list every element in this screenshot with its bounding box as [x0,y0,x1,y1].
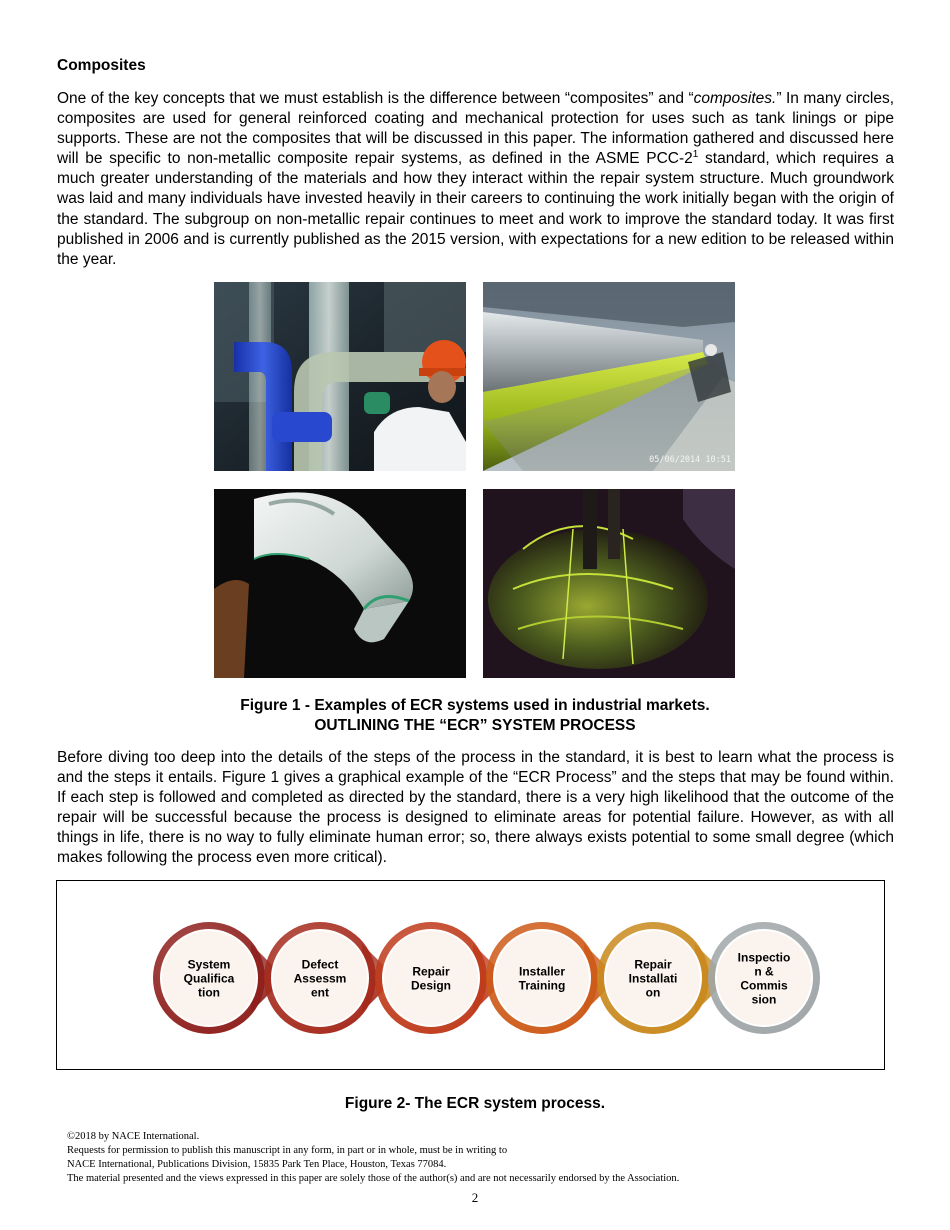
paragraph-text: ” In many circles, composites are used for general reinforced coating and mechanical protection for uses such as tank linings or pipe supports. These are not the composites that will be discussed in this paper. The information gathered and discussed here will be specific to non-metallic composite repair systems, as defined in the ASME PCC-2 [57,90,895,168]
page-number: 2 [471,1190,479,1205]
paragraph-ecr-process: Before diving too deep into the details of the steps of the process in the standard, it is best to learn what the process is and the steps it entails. Figure 1 gives a graphical example of the “ECR Process” and the steps that may be found within. If each step is followed and completed as directed by the standard, there is a very high likelihood that the outcome of the repair will be successful because the process is designed to eliminate areas for potential failure. However, as with all things in life, there is no way to fully eliminate human error; so, there always exists potential to some small degree (which makes following the process even more critical). [57,749,894,867]
process-step-label: Repair [634,957,672,972]
process-step-label: ent [311,985,329,1000]
process-step-label: Commis [740,978,788,993]
photo-blue-wrapped-pipes [214,282,466,471]
process-step-label: tion [198,985,220,1000]
process-step-label: n & [754,964,774,979]
photo-timestamp: 05/06/2014 10:51 [649,455,731,465]
footer-copyright: ©2018 by NACE International. [67,1131,200,1142]
photo-pipeline-green-wrap [483,282,735,471]
footer-notice [67,1130,679,1186]
section-heading-ecr-process: OUTLINING THE “ECR” SYSTEM PROCESS [314,717,636,734]
process-step-label: Repair [412,964,450,979]
process-step-label: Inspectio [737,950,791,965]
process-step-label: Qualifica [183,971,235,986]
figure2-caption: Figure 2- The ECR system process. [344,1095,606,1112]
photo-white-wrapped-elbow [214,489,466,678]
paragraph-text: standard, which requires a much greater understanding of the materials and how they interact within the repair system structure. Much groundwork was laid and many individuals have invested heavily in their careers to continuing the work initially began with the origin of the standard. The subgroup on non-metallic repair continues to meet and work to improve the standard today. It was first published in 2006 and is currently published as the 2015 version, with expectations for a new edition to be released within the year. [57,150,894,268]
process-step-label: Installer [518,964,566,979]
paragraph-text: One of the key concepts that we must establish is the difference between “composites” and “ [57,90,694,107]
process-step-label: Defect [301,957,339,972]
process-step-label: sion [751,992,777,1007]
ecr-process-chevrons [57,881,886,1071]
process-step-label: System [187,957,231,972]
paragraph-composites [57,89,894,270]
footer-address: NACE International, Publications Division, 15835 Park Ten Place, Houston, Texas 77084. [67,1159,447,1170]
section-heading-composites: Composites [57,57,146,74]
photo-green-wrap-closeup [483,489,735,678]
process-step-6 [708,922,820,1034]
process-step-label: Assessm [293,971,347,986]
figure1-caption: Figure 1 - Examples of ECR systems used in industrial markets. [240,697,710,714]
process-step-label: Installati [628,971,678,986]
footer-disclaimer: The material presented and the views expressed in this paper are solely those of the author(s) and are not necessarily endorsed by the Association. [67,1173,680,1184]
footer-permission: Requests for permission to publish this manuscript in any form, in part or in whole, must be in writing to [67,1145,508,1156]
process-step-label: Training [518,978,566,993]
footnote-reference: 1 [692,149,699,161]
process-step-label: on [645,985,661,1000]
figure1-photo-grid [214,282,735,678]
figure1-caption-block [0,696,950,736]
figure2-process-diagram [56,880,885,1070]
paragraph-italic-term: composites. [693,90,777,107]
process-step-label: Design [410,978,452,993]
